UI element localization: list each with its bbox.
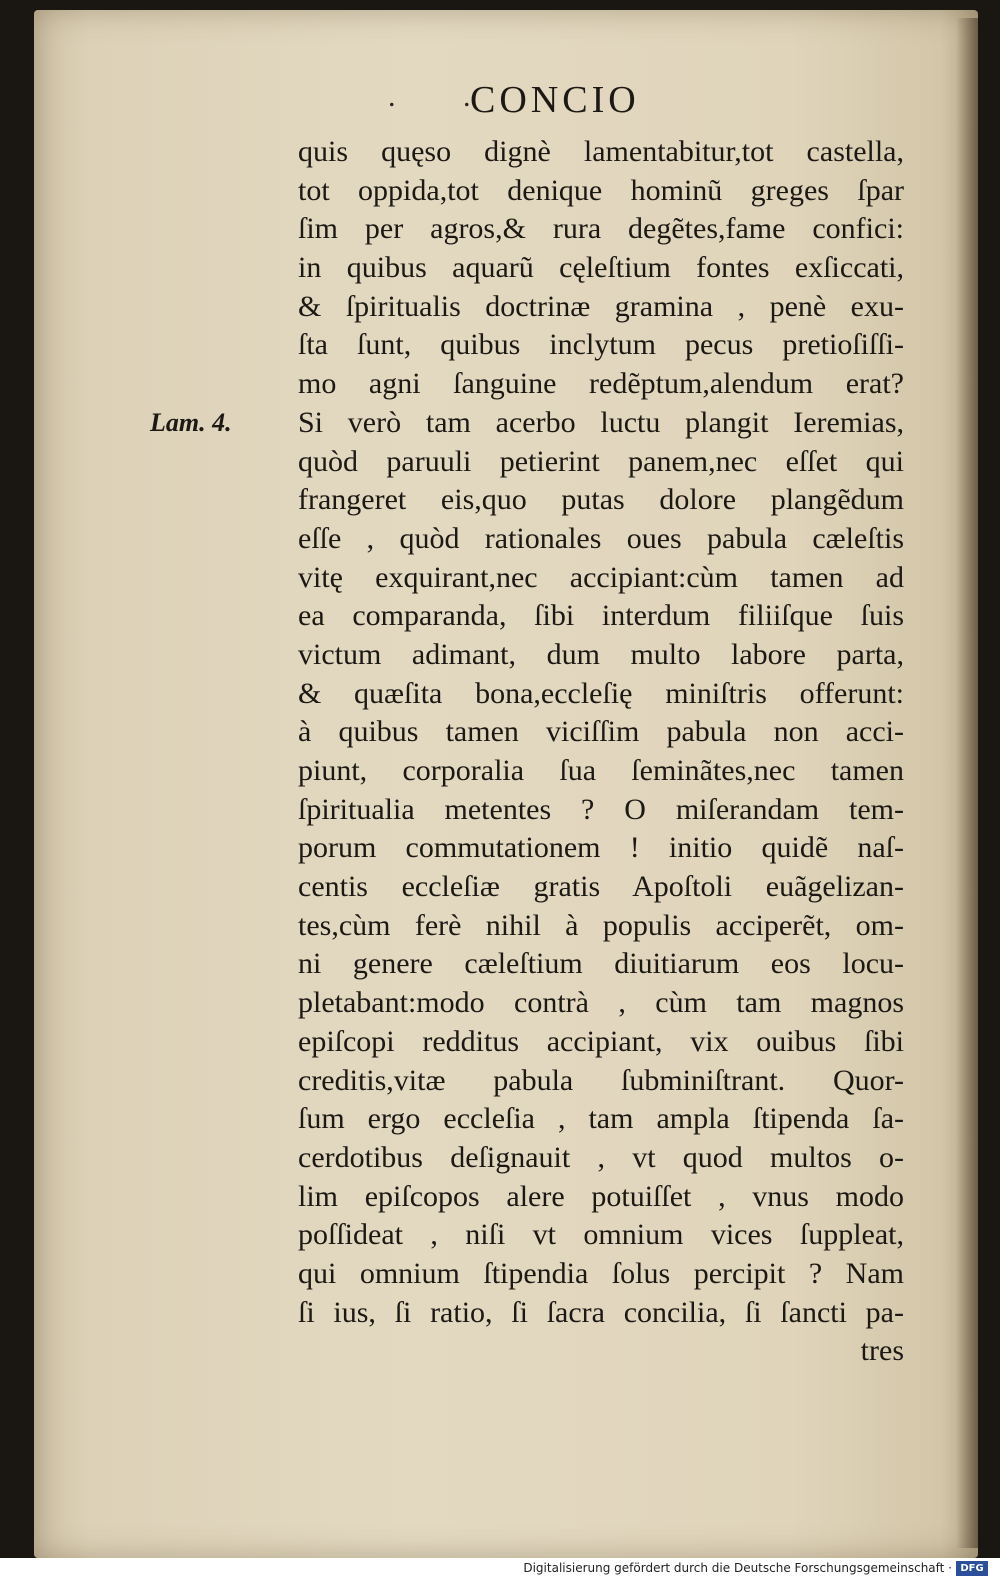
text-line: quis quęso dignè lamentabitur,tot castella, — [298, 135, 904, 168]
text-line: in quibus aquarũ cęleſtium fontes exſiccati, — [298, 251, 904, 285]
text-line: epiſcopi redditus accipiant, vix ouibus ſibi — [298, 1024, 904, 1058]
text-line: ſpiritualia metentes ? O miſerandam tem- — [298, 792, 904, 826]
text-line: qui omnium ſtipendia ſolus percipit ? Nam — [298, 1256, 904, 1290]
running-head-dots: . . — [388, 80, 501, 113]
text-line: victum adimant, dum multo labore parta, — [298, 637, 904, 671]
text-line: eſſe , quòd rationales oues pabula cæleſtis — [298, 521, 904, 555]
text-line: frangeret eis,quo putas dolore plangẽdum — [298, 483, 904, 517]
text-line: ſi ius, ſi ratio, ſi ſacra concilia, ſi ſancti pa- — [298, 1295, 904, 1329]
page-shadow-edge — [956, 18, 978, 1548]
text-line: cerdotibus deſignauit , vt quod multos o- — [298, 1140, 904, 1174]
text-line: quòd paruuli petierint panem,nec eſſet qui — [298, 444, 904, 478]
text-line: ea comparanda, ſibi interdum filiiſque ſuis — [298, 599, 904, 633]
text-line: pletabant:modo contrà , cùm tam magnos — [298, 986, 904, 1020]
text-line: ni genere cæleſtium diuitiarum eos locu- — [298, 947, 904, 981]
text-line: à quibus tamen viciſſim pabula non acci- — [298, 715, 904, 749]
dfg-logo-icon: DFG — [956, 1561, 988, 1576]
text-line: centis eccleſiæ gratis Apoſtoli euãgelizan- — [298, 870, 904, 904]
text-line: creditis,vitæ pabula ſubminiſtrant. Quor- — [298, 1063, 904, 1097]
text-line: vitę exquirant,nec accipiant:cùm tamen ad — [298, 560, 904, 594]
text-line: poſſideat , niſi vt omnium vices ſuppleat, — [298, 1218, 904, 1252]
running-head: CONCIO — [470, 79, 640, 121]
text-line: tes,cùm ferè nihil à populis acciperẽt, om- — [298, 908, 904, 942]
text-line: & quæſita bona,eccleſię miniſtris offerunt: — [298, 676, 904, 710]
catchword: tres — [860, 1334, 904, 1368]
body-text — [298, 133, 904, 1371]
text-line: mo agni ſanguine redẽptum,alendum erat? — [298, 367, 904, 401]
text-line: ſim per agros,& rura degẽtes,fame confici: — [298, 212, 904, 246]
text-line: & ſpiritualis doctrinæ gramina , penè exu- — [298, 289, 904, 323]
marginal-note: Lam. 4. — [150, 408, 232, 437]
funding-credit: Digitalisierung gefördert durch die Deutsche Forschungsgemeinschaft · — [523, 1561, 952, 1575]
text-line: lim epiſcopos alere potuiſſet , vnus modo — [298, 1179, 904, 1213]
text-line: Si verò tam acerbo luctu plangit Ieremias, — [298, 405, 904, 439]
text-line: porum commutationem ! initio quidẽ naſ- — [298, 831, 904, 865]
text-line: piunt, corporalia ſua ſeminãtes,nec tamen — [298, 754, 904, 787]
text-line: ſta ſunt, quibus inclytum pecus pretioſiſſi- — [298, 328, 904, 362]
text-line: ſum ergo eccleſia , tam ampla ſtipenda ſa- — [298, 1102, 904, 1136]
text-line: tot oppida,tot denique hominũ greges ſpar — [298, 173, 904, 207]
